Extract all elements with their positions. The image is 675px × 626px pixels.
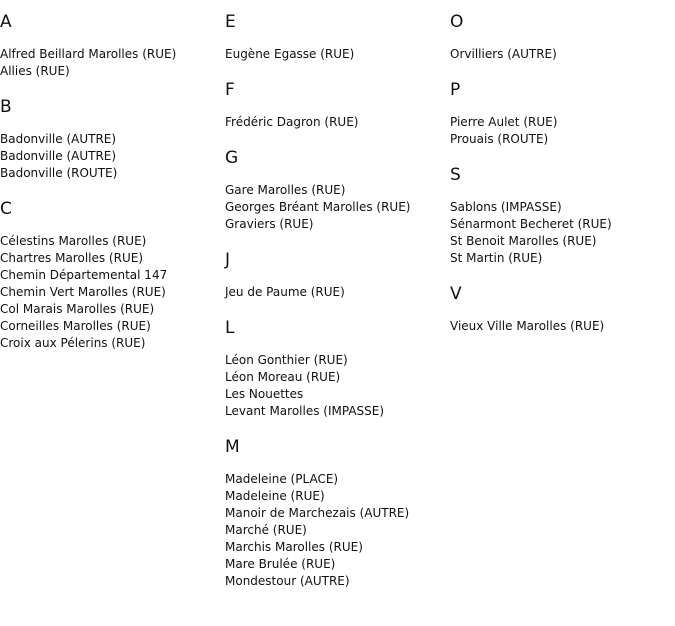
letter-group [450, 284, 670, 335]
street-list [450, 46, 670, 63]
letter-heading: V [450, 284, 462, 304]
street-link[interactable]: St Benoit Marolles (RUE) [450, 234, 597, 248]
letter-heading: F [225, 80, 235, 100]
letter-group [225, 250, 445, 301]
street-list [225, 182, 445, 233]
street-list [225, 46, 445, 63]
street-list [225, 284, 445, 301]
letter-heading: B [0, 97, 12, 117]
letter-group [225, 148, 445, 233]
letter-heading: E [225, 12, 236, 32]
index-column [0, 12, 220, 369]
street-link[interactable]: Georges Bréant Marolles (RUE) [225, 200, 411, 214]
street-link[interactable]: Madeleine (PLACE) [225, 472, 339, 486]
street-link[interactable]: Sablons (IMPASSE) [450, 200, 562, 214]
street-link[interactable]: Sénarmont Becheret (RUE) [450, 217, 612, 231]
letter-heading: J [225, 250, 231, 270]
letter-group [225, 437, 445, 590]
street-link[interactable]: Frédéric Dagron (RUE) [225, 115, 359, 129]
street-link[interactable]: Croix aux Pélerins (RUE) [0, 336, 146, 350]
street-link[interactable]: Gare Marolles (RUE) [225, 183, 346, 197]
street-link[interactable]: Alfred Beillard Marolles (RUE) [0, 47, 177, 61]
street-link[interactable]: Chemin Départemental 147 [0, 268, 168, 282]
street-link[interactable]: Vieux Ville Marolles (RUE) [450, 319, 605, 333]
street-list [450, 114, 670, 148]
street-list [450, 199, 670, 267]
street-list [450, 318, 670, 335]
street-link[interactable]: Badonville (AUTRE) [0, 149, 117, 163]
street-link[interactable]: Chartres Marolles (RUE) [0, 251, 143, 265]
letter-group [0, 199, 220, 352]
street-link[interactable]: Jeu de Paume (RUE) [225, 285, 345, 299]
street-list [0, 233, 220, 352]
letter-group [450, 80, 670, 148]
street-list [225, 352, 445, 420]
letter-group [225, 318, 445, 420]
street-link[interactable]: Marchis Marolles (RUE) [225, 540, 363, 554]
street-link[interactable]: Manoir de Marchezais (AUTRE) [225, 506, 410, 520]
street-link[interactable]: Graviers (RUE) [225, 217, 314, 231]
letter-heading: C [0, 199, 12, 219]
letter-heading: P [450, 80, 461, 100]
letter-group [225, 80, 445, 131]
street-link[interactable]: Léon Gonthier (RUE) [225, 353, 348, 367]
street-link[interactable]: Célestins Marolles (RUE) [0, 234, 147, 248]
letter-heading: O [450, 12, 464, 32]
letter-heading: A [0, 12, 12, 32]
letter-group [450, 165, 670, 267]
street-link[interactable]: Prouais (ROUTE) [450, 132, 549, 146]
street-link[interactable]: Léon Moreau (RUE) [225, 370, 341, 384]
street-list [0, 131, 220, 182]
letter-group [450, 12, 670, 63]
letter-group [225, 12, 445, 63]
index-column [225, 12, 445, 607]
street-list [0, 46, 220, 80]
street-link[interactable]: Corneilles Marolles (RUE) [0, 319, 151, 333]
street-link[interactable]: Levant Marolles (IMPASSE) [225, 404, 385, 418]
street-link[interactable]: Pierre Aulet (RUE) [450, 115, 558, 129]
street-list [225, 471, 445, 590]
street-link[interactable]: Madeleine (RUE) [225, 489, 325, 503]
street-link[interactable]: Mare Brulée (RUE) [225, 557, 336, 571]
street-link[interactable]: Les Nouettes [225, 387, 304, 401]
index-column [450, 12, 670, 352]
street-link[interactable]: St Martin (RUE) [450, 251, 543, 265]
street-link[interactable]: Eugène Egasse (RUE) [225, 47, 355, 61]
street-link[interactable]: Col Marais Marolles (RUE) [0, 302, 155, 316]
street-link[interactable]: Mondestour (AUTRE) [225, 574, 350, 588]
street-link[interactable]: Orvilliers (AUTRE) [450, 47, 557, 61]
street-link[interactable]: Badonville (AUTRE) [0, 132, 117, 146]
letter-group [0, 12, 220, 80]
street-link[interactable]: Chemin Vert Marolles (RUE) [0, 285, 166, 299]
letter-group [0, 97, 220, 182]
street-link[interactable]: Allies (RUE) [0, 64, 70, 78]
letter-heading: M [225, 437, 240, 457]
letter-heading: G [225, 148, 239, 168]
letter-heading: L [225, 318, 235, 338]
street-list [225, 114, 445, 131]
street-link[interactable]: Marché (RUE) [225, 523, 307, 537]
letter-heading: S [450, 165, 461, 185]
street-link[interactable]: Badonville (ROUTE) [0, 166, 118, 180]
